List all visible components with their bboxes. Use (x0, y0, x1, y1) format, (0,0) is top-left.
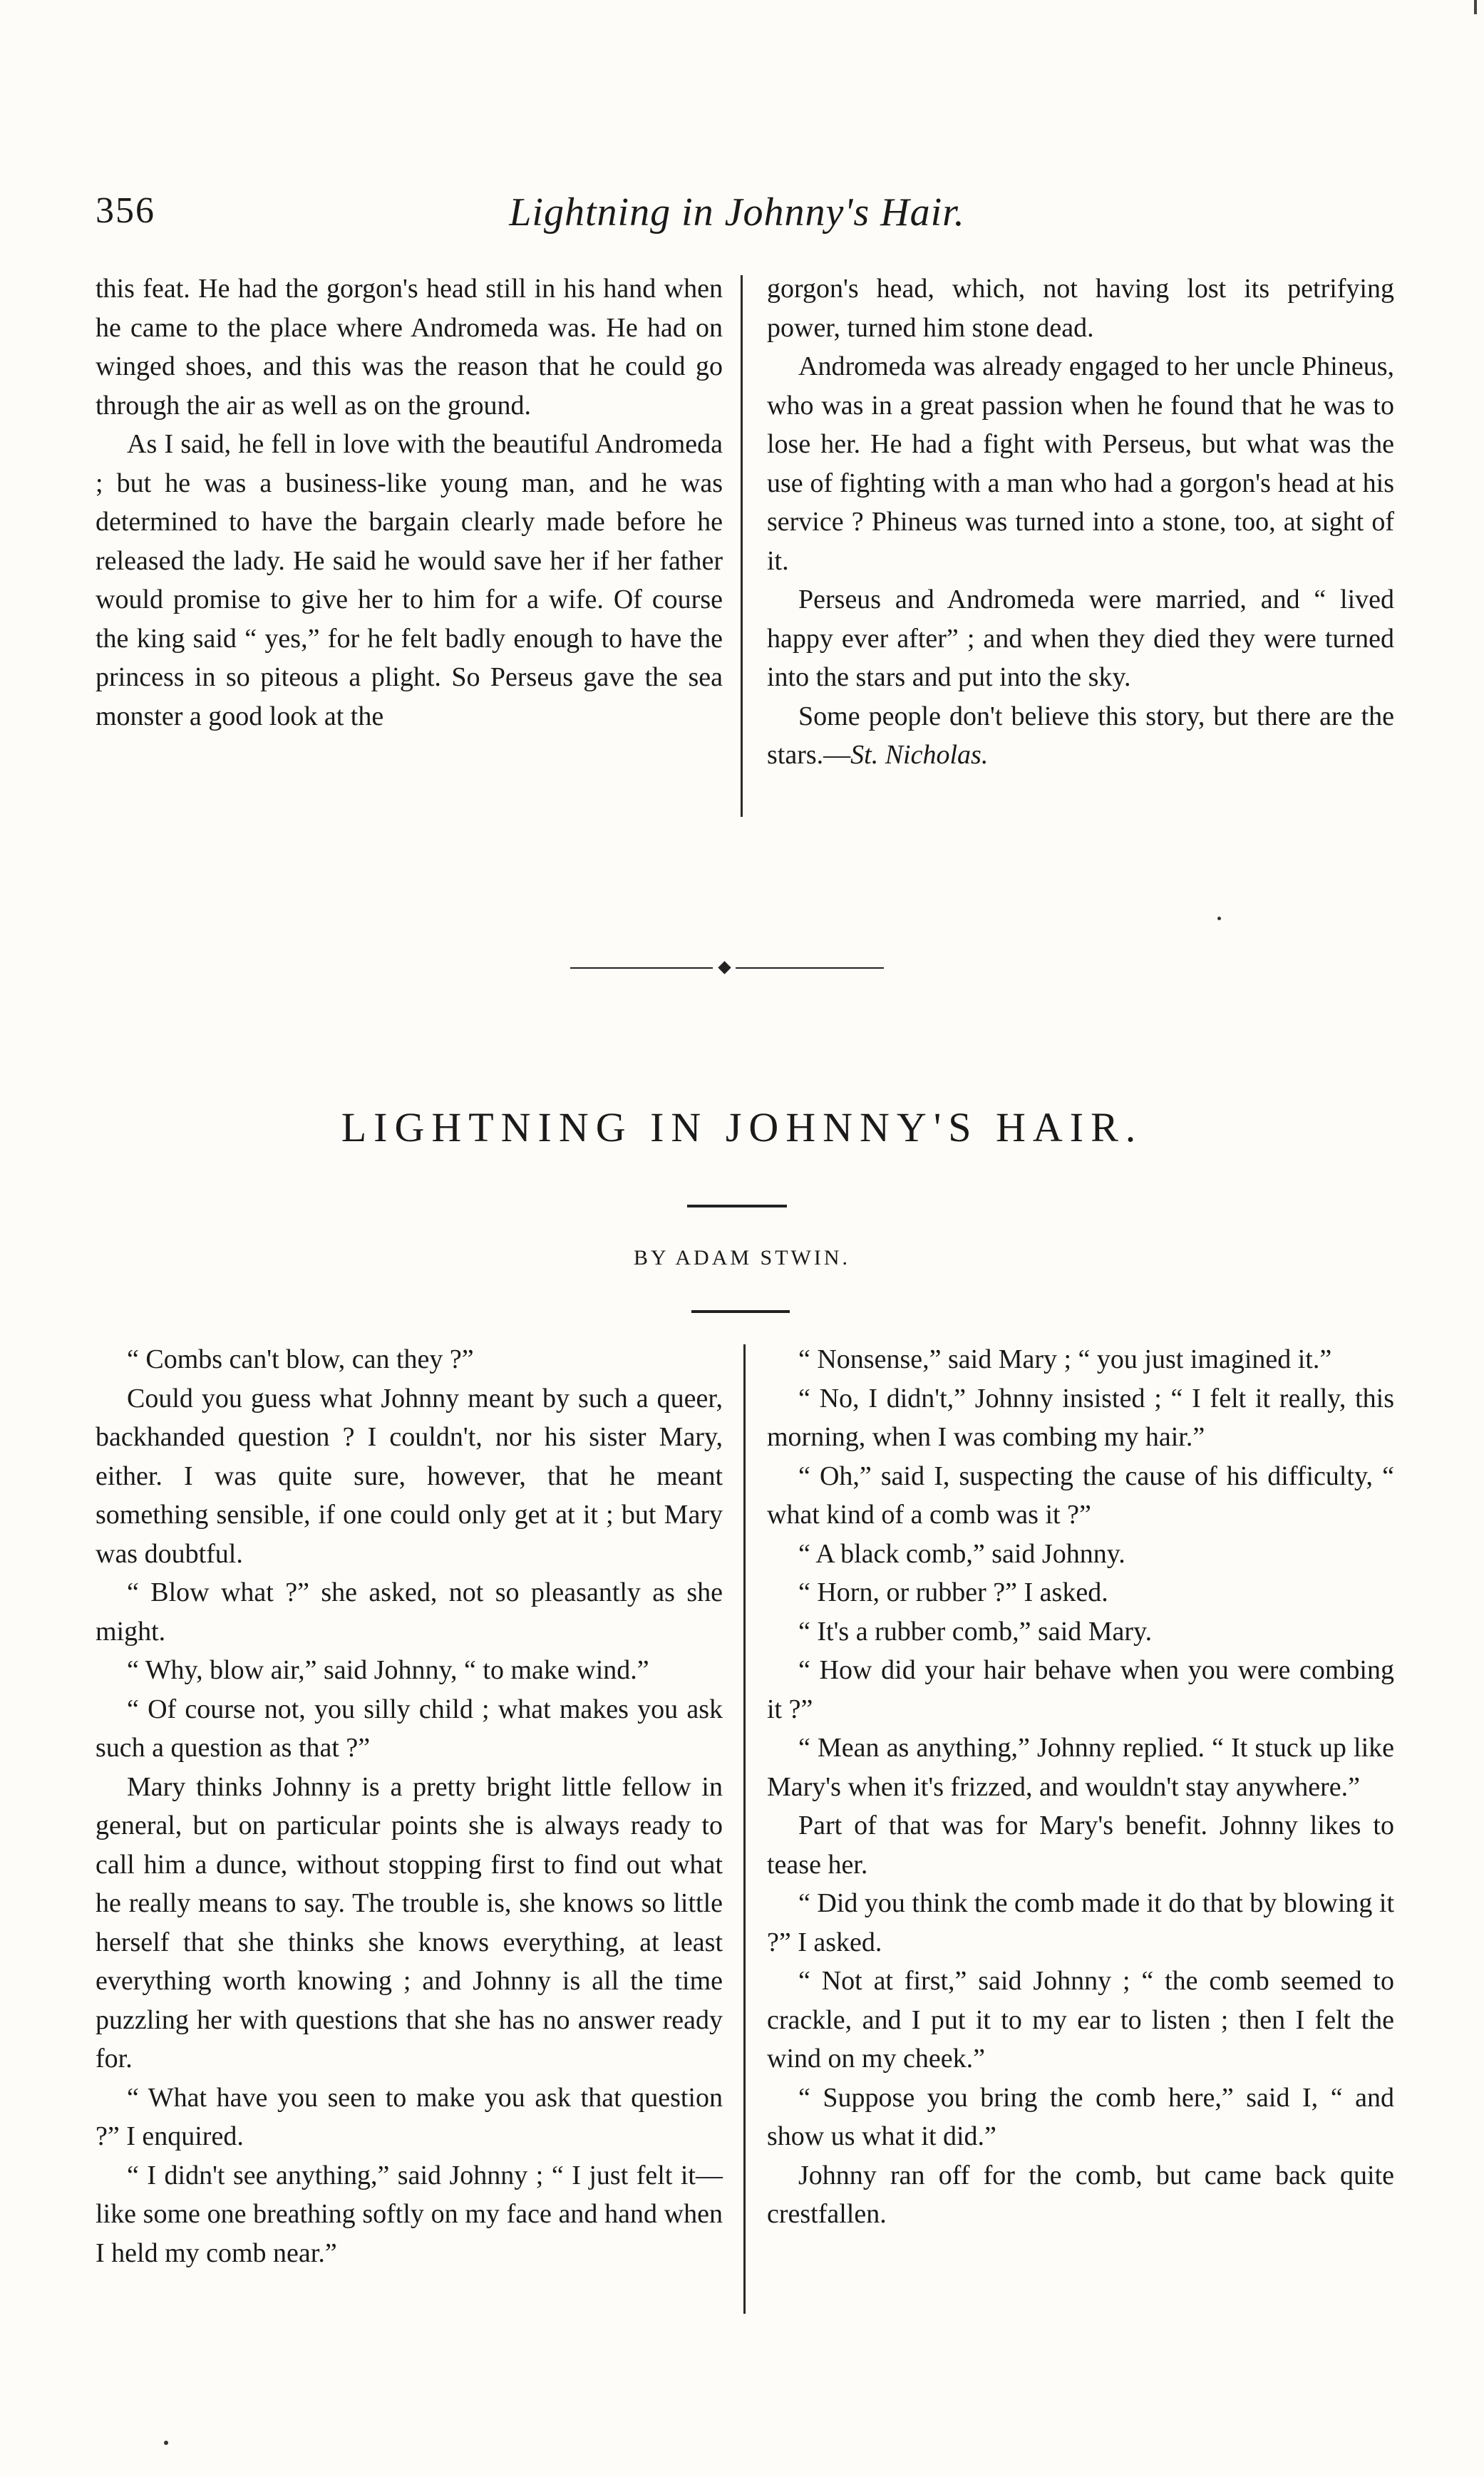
paragraph: “ Horn, or rubber ?” I asked. (798, 1577, 1108, 1607)
top-left-column (96, 269, 723, 775)
page-speck (1217, 917, 1221, 920)
page-number: 356 (96, 190, 155, 231)
section-ornament (570, 959, 884, 977)
column-divider (741, 275, 743, 817)
edge-mark (1474, 0, 1477, 14)
title-rule (687, 1205, 787, 1207)
paragraph: gorgon's head, which, not having lost its petrifying power, turned him stone dead. (767, 274, 1394, 343)
paragraph: “ I didn't see anything,” said Johnny ; “ I just felt it—like some one breathing softly on my face and hand when I held my comb near.” (96, 2160, 723, 2268)
paragraph: “ Oh,” said I, suspecting the cause of his difficulty, “ what kind of a comb was it ?” (767, 1461, 1394, 1530)
paragraph: Mary thinks Johnny is a pretty bright little fellow in general, but on particular points she is always ready to call him a dunce, without stopping first to find out what he really means to say. The trouble is, she knows so little herself that she thinks she knows everything, at least everything worth knowing ; and Johnny is all the time puzzling her with questions that she has no answer ready for. (96, 1771, 723, 2074)
byline: BY ADAM STWIN. (633, 1246, 851, 1270)
page-header (96, 190, 1379, 247)
article-left-column (96, 1340, 723, 2272)
source-credit: St. Nicholas. (850, 740, 989, 770)
paragraph (767, 697, 1394, 775)
paragraph: Johnny ran off for the comb, but came back quite crestfallen. (767, 2160, 1394, 2229)
paragraph: Part of that was for Mary's benefit. Johnny likes to tease her. (767, 1811, 1394, 1880)
paragraph: “ It's a rubber comb,” said Mary. (798, 1616, 1153, 1647)
paragraph: Could you guess what Johnny meant by such a queer, backhanded question ? I couldn't, nor his sister Mary, either. I was quite sure, however, that he meant something sensible, if one could only get at it ; but Mary was doubtful. (96, 1383, 723, 1569)
paragraph: “ Not at first,” said Johnny ; “ the comb seemed to crackle, and I put it to my ear to listen ; then I felt the wind on my cheek.” (767, 1966, 1394, 2074)
paragraph: “ Combs can't blow, can they ?” (127, 1344, 474, 1374)
paragraph: “ Blow what ?” she asked, not so pleasantly as she might. (96, 1577, 723, 1647)
article-title: LIGHTNING IN JOHNNY'S HAIR. (341, 1104, 1143, 1150)
paragraph: As I said, he fell in love with the beautiful Andromeda ; but he was a business-like young man, and he was determined to have the bargain clearly made before he released the lady. He said he would save her if her father would promise to give her to him for a wife. Of course the king said “ yes,” for he felt badly enough to have the princess in so piteous a plight. So Perseus gave the sea monster a good look at the (96, 429, 723, 731)
paragraph: “ Why, blow air,” said Johnny, “ to make wind.” (127, 1655, 649, 1685)
paragraph: “ A black comb,” said Johnny. (798, 1538, 1125, 1569)
page-speck (164, 2441, 168, 2445)
top-section (96, 269, 1394, 775)
paragraph: “ Of course not, you silly child ; what makes you ask such a question as that ?” (96, 1694, 723, 1763)
paragraph-text: Some people don't believe this story, but there are the stars.— (767, 701, 1394, 770)
paragraph: “ How did your hair behave when you were combing it ?” (767, 1655, 1394, 1724)
paragraph: “ Did you think the comb made it do that by blowing it ?” I asked. (767, 1888, 1394, 1957)
paragraph: “ Mean as anything,” Johnny replied. “ It stuck up like Mary's when it's frizzed, and wouldn't stay anywhere.” (767, 1733, 1394, 1802)
paragraph: Andromeda was already engaged to her uncle Phineus, who was in a great passion when he found that he was to lose her. He had a fight with Perseus, but what was the use of fighting with a man who had a gorgon's head at his service ? Phineus was turned into a stone, too, at sight of it. (767, 351, 1394, 576)
paragraph: “ No, I didn't,” Johnny insisted ; “ I felt it really, this morning, when I was combing my hair.” (767, 1383, 1394, 1452)
paragraph: “ Suppose you bring the comb here,” said I, “ and show us what it did.” (767, 2082, 1394, 2151)
paragraph: “ What have you seen to make you ask that question ?” I enquired. (96, 2082, 723, 2151)
paragraph: this feat. He had the gorgon's head still in his hand when he came to the place where Andromeda was. He had on winged shoes, and this was the reason that he could go through the air as well as on the ground. (96, 274, 723, 421)
paragraph: “ Nonsense,” said Mary ; “ you just imagined it.” (798, 1344, 1332, 1374)
column-divider (743, 1344, 746, 2314)
article-right-column (767, 1340, 1394, 2272)
byline-rule (691, 1310, 790, 1313)
running-title: Lightning in Johnny's Hair. (509, 190, 965, 235)
paragraph: Perseus and Andromeda were married, and “ lived happy ever after” ; and when they died they were turned into the stars and put into the sky. (767, 585, 1394, 692)
top-right-column (767, 269, 1394, 775)
